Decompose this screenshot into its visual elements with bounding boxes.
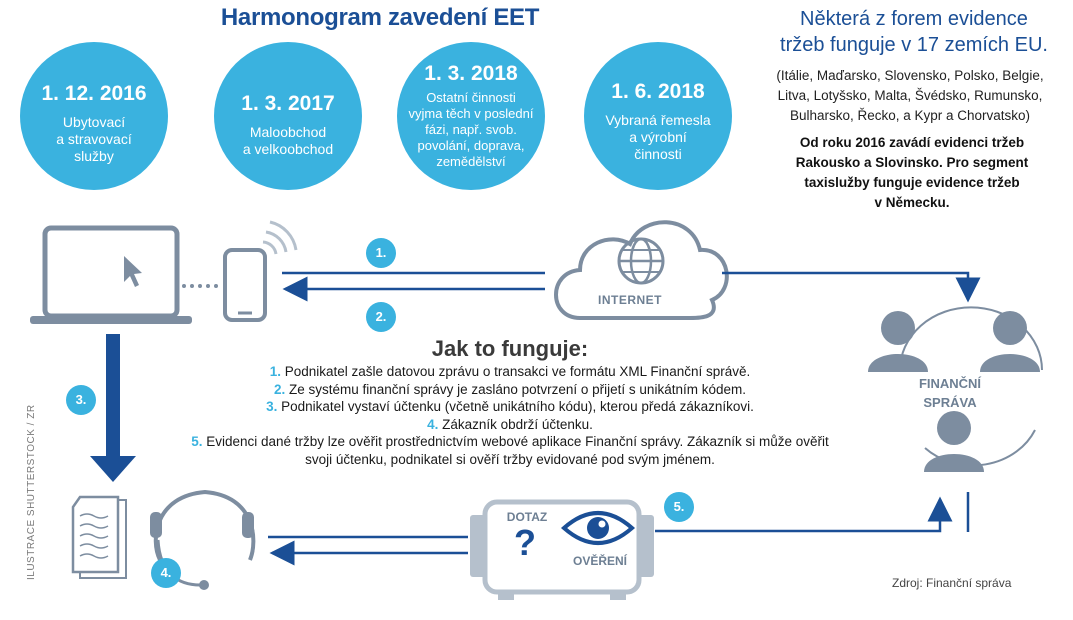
step-line-4: 4. Zákazník obdrží účtenku. [427, 416, 593, 432]
arrow-to-fs [722, 273, 968, 300]
phase-date: 1. 12. 2016 [41, 82, 147, 105]
step-line-5: 5. Evidenci dané tržby lze ověřit prostřednictvím webové aplikace Finanční správy. Zákazník si může ověřit [191, 434, 829, 449]
step-badge-3: 3. [66, 385, 96, 415]
financial-admin-label: FINANČNÍ SPRÁVA [918, 376, 982, 410]
phase-desc: Ubytovací a stravovací služby [56, 114, 132, 164]
phase-desc: Maloobchod a velkoobchod [242, 124, 334, 157]
step-badge-2: 2. [366, 302, 396, 332]
receipt-icon [73, 497, 126, 578]
step-line-1: 1. Podnikatel zašle datovou zprávu o transakci ve formátu XML Finanční správě. [269, 364, 751, 379]
source-note: Zdroj: Finanční správa [892, 576, 1012, 590]
phase-date: 1. 3. 2018 [424, 62, 518, 85]
dotted-connector [182, 284, 218, 288]
step-badge-1: 1. [366, 238, 396, 268]
arrow-step-5 [655, 499, 940, 531]
phone-icon [225, 222, 296, 320]
laptop-icon [30, 228, 192, 324]
step-badge-5: 5. [664, 492, 694, 522]
phase-date: 1. 3. 2017 [241, 92, 335, 115]
infographic-title: Harmonogram zavedení EET [220, 4, 540, 31]
query-label: DOTAZ [506, 510, 548, 524]
step-line-3: 3. Podnikatel vystaví účtenku (včetně unikátního kódu), kterou předá zákazníkovi. [266, 399, 754, 414]
step-line-2: 2. Ze systému finanční správy je zasláno potvrzení o přijetí s unikátním kódem. [274, 381, 746, 397]
verification-label: OVĚŘENÍ [572, 554, 627, 568]
question-mark-icon: ? [514, 522, 536, 563]
how-it-works-steps [150, 363, 870, 468]
how-it-works-title: Jak to funguje: [431, 336, 589, 361]
arrow-step-3 [90, 334, 136, 482]
eu-heading: Některá z forem evidence tržeb funguje v 17 zemích EU. [780, 8, 1048, 56]
step-badge-4: 4. [151, 558, 181, 588]
phase-date: 1. 6. 2018 [611, 80, 705, 103]
internet-label: INTERNET [598, 293, 662, 307]
eu-bold-note: Od roku 2016 zavádí evidenci tržeb Rakousko a Slovinsko. Pro segment taxislužby funguje evidence tržeb v Německu. [795, 135, 1029, 210]
phase-desc: Vybraná řemesla a výrobní činnosti [605, 112, 711, 162]
phase-desc: Ostatní činnosti vyjma těch v poslední fázi, např. svob. povolání, doprava, zemědělství [408, 90, 534, 169]
step-line-5-cont: svoji účtenku, podnikatel si ověří tržby evidované pod svým jménem. [305, 451, 715, 467]
image-credit: ILUSTRACE SHUTTERSTOCK / ZR [26, 404, 37, 580]
eu-country-list: (Itálie, Maďarsko, Slovensko, Polsko, Belgie, Litva, Lotyšsko, Malta, Švédsko, Rumunsko, Bulharsko, Řecko, a Kypr a Chorvatsko) [776, 68, 1044, 123]
